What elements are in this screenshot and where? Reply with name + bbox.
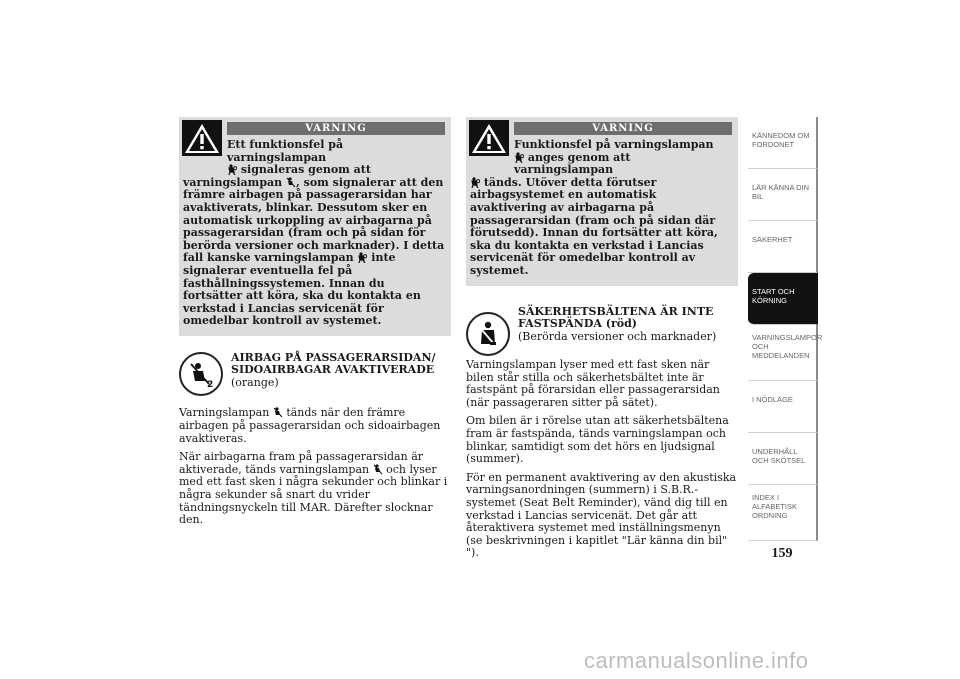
tab-lar-kanna[interactable]: LÄR KÄNNA DIN BIL [748, 169, 818, 221]
paragraph: Varningslampan tänds när den främre airbagen på passagerarsidan och sidoairbagen avaktiveras. [179, 406, 441, 445]
section-note: (orange) [231, 375, 279, 389]
airbag-warning-icon [227, 164, 237, 175]
warning-header: VARNING [227, 122, 445, 135]
page-number: 159 [771, 546, 793, 561]
paragraph: För en permanent avaktivering av den akustiska varningsanordningen (summern) i S.B.R.-systemet (Seat Belt Reminder), vänd dig till en verkstad i Lancias servicenät. Det går att återaktivera systemet med inställningsmenyn (se beskrivningen i kapitlet "Lär känna din bil" "). [466, 470, 737, 560]
airbag-warning-icon [357, 252, 367, 263]
airbag-warning-icon [470, 177, 480, 188]
watermark: carmanualsonline.info [584, 648, 809, 673]
right-column [466, 117, 738, 560]
chapter-sidebar [748, 117, 823, 541]
airbag-off-icon [286, 177, 296, 188]
section-note: (Berörda versioner och marknader) [518, 329, 717, 343]
svg-text:2: 2 [207, 379, 214, 390]
tab-underhall[interactable]: UNDERHÅLL OCH SKÖTSEL [748, 433, 818, 485]
left-column [179, 117, 451, 527]
tab-start-och-korning[interactable]: START OCH KÖRNING [748, 273, 818, 325]
warning-text: Funktionsfel på varningslampan anges genom att varningslampan tänds. Utöver detta förutser airbagsystemet en automatisk avaktivering av airbagarna på passagerarsidan (fram och på sidan där förutsedd). Innan du fortsätter att köra, ska du kontakta en verkstad i Lancias servicenät för omedelbar kontroll av systemet. [470, 138, 718, 277]
seatbelt-section [466, 302, 738, 350]
tab-i-nodlage[interactable]: I NÖDLÄGE [748, 381, 818, 433]
section-title: AIRBAG PÅ PASSAGERARSIDAN/ SIDOAIRBAGAR AVAKTIVERADE [231, 350, 436, 377]
warning-header: VARNING [514, 122, 732, 135]
passenger-airbag-off-icon [179, 352, 223, 396]
warning-triangle-icon [182, 120, 222, 156]
airbag-warning-icon [514, 152, 524, 163]
airbag-off-icon [373, 464, 383, 475]
warning-text: Ett funktionsfel på varningslampan signaleras genom att varningslampan , som signalerar att den främre airbagen på passagerarsidan har avaktiverats, blinkar. Dessutom sker en automatisk urkoppling av airbagarna på passagerarsidan (fram och på sidan för berörda versioner och marknader). I detta fall kanske varningslampan inte signalerar eventuella fel på fasthållningssystemen. Innan du fortsätter att köra, ska du kontakta en verkstad i Lancias servicenät för omedelbar kontroll av systemet. [183, 138, 445, 328]
passenger-airbag-section [179, 352, 451, 398]
paragraph: När airbagarna fram på passagerarsidan är aktiverade, tänds varningslampan och lyser med ett fast sken i några sekunder och blinkar i några sekunder så snart du vrider tändningsnyckeln till MAR. Därefter slocknar den. [179, 450, 448, 527]
warning-box-left [179, 117, 451, 336]
tab-varningslampor[interactable]: VARNINGSLAMPOR OCH MEDDELANDEN [748, 325, 818, 381]
warning-box-right [466, 117, 738, 286]
seatbelt-icon [466, 312, 510, 356]
paragraph: Varningslampan lyser med ett fast sken när bilen står stilla och säkerhetsbältet inte är fastspänt på förarsidan eller passagerarsidan (när passageraren sitter på sätet). [466, 358, 720, 409]
tab-kannedom[interactable]: KÄNNEDOM OM FORDONET [748, 117, 818, 169]
tab-index[interactable]: INDEX I ALFABETISK ORDNING [748, 485, 818, 541]
section-title: SÄKERHETSBÄLTENA ÄR INTE FASTSPÄNDA (röd) [518, 304, 714, 331]
airbag-off-icon [273, 407, 283, 418]
warning-triangle-icon [469, 120, 509, 156]
paragraph: Om bilen är i rörelse utan att säkerhetsbältena fram är fastspända, tänds varningslampan och blinkar, samtidigt som det hörs en ljudsignal (summer). [466, 414, 729, 466]
tab-sakerhet[interactable]: SÄKERHET [748, 221, 818, 273]
